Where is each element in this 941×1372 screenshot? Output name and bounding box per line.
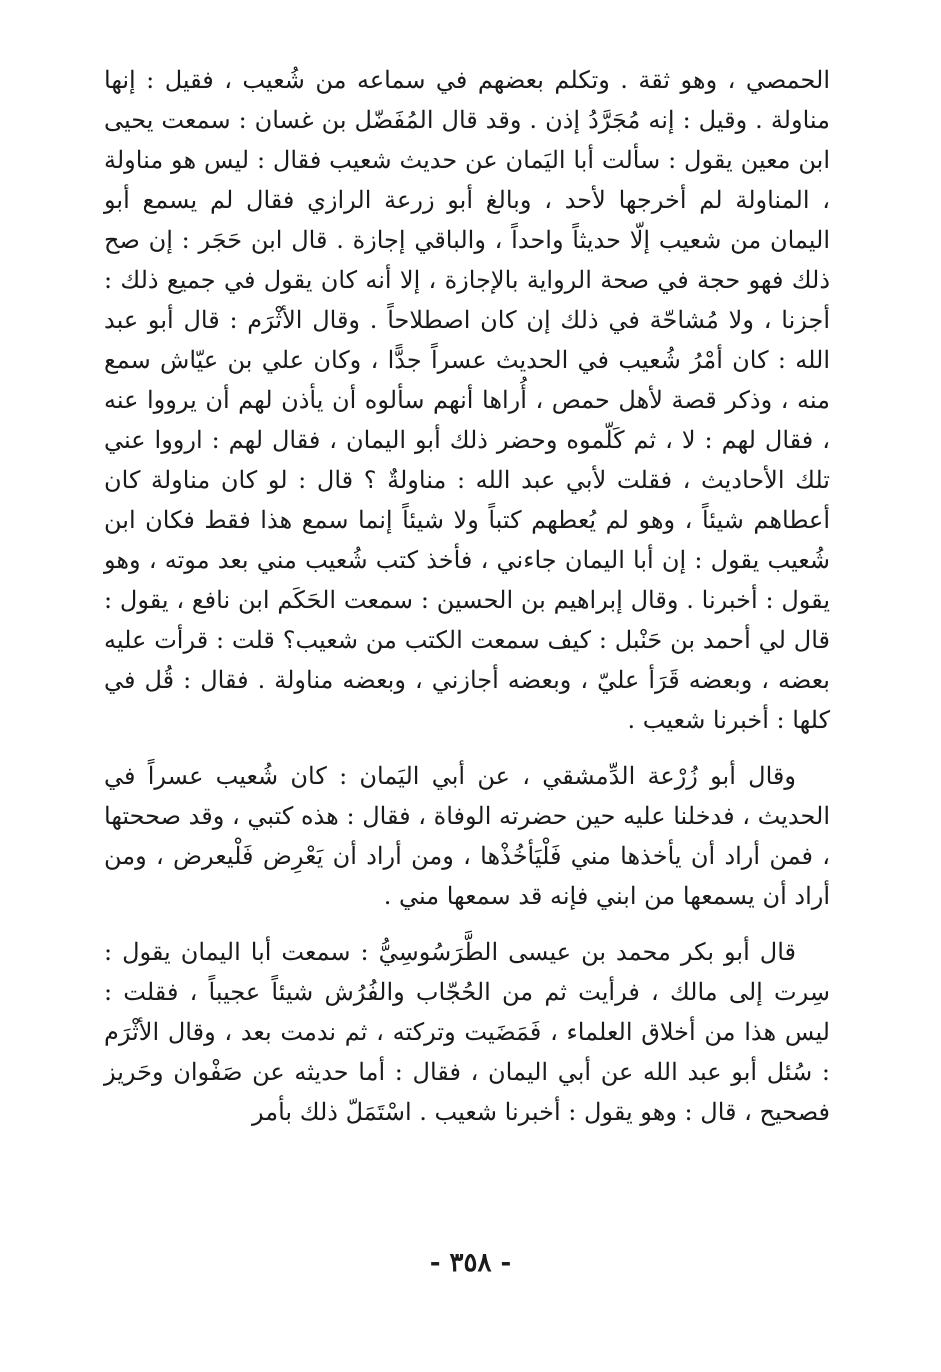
paragraph-3: قال أبو بكر محمد بن عيسى الطَّرَسُوسِيُّ : سمعت أبا اليمان يقول : سِرت إلى مالك ، فرأيت ثم من الحُجّاب والفُرُش شيئاً عجيباً ، فقلت : ليس هذا من أخلاق العلماء ، فَمَضَيت وتركته ، ثم ندمت بعد ، وقال الأثْرَم : سُئل أبو عبد الله عن أبي اليمان ، فقال : أما حديثه عن صَفْوان وحَريز فصحيح ، قال : وهو يقول : أخبرنا شعيب . اسْتَمَلّ ذلك بأمر [104, 938, 830, 1126]
paragraph-2: وقال أبو زُرْعة الدِّمشقي ، عن أبي اليَمان : كان شُعيب عسراً في الحديث ، فدخلنا عليه حين حضرته الوفاة ، فقال : هذه كتبي ، وقد صححتها ، فمن أراد أن يأخذها مني فَلْيَأخُذْها ، ومن أراد أن يَعْرِض فَلْيعرض ، ومن أراد أن يسمعها من ابني فإنه قد سمعها مني . [104, 762, 830, 910]
page-body [104, 60, 830, 1132]
paragraph-1: الحمصي ، وهو ثقة . وتكلم بعضهم في سماعه من شُعيب ، فقيل : إنها مناولة . وقيل : إنه مُجَرَّدُ إذن . وقد قال المُفَضّل بن غسان : سمعت يحيى ابن معين يقول : سألت أبا اليَمان عن حديث شعيب فقال : ليس هو مناولة ، المناولة لم أخرجها لأحد ، وبالغ أبو زرعة الرازي فقال لم يسمع أبو اليمان من شعيب إلّا حديثاً واحداً ، والباقي إجازة . قال ابن حَجَر : إن صح ذلك فهو حجة في صحة الرواية بالإجازة ، إلا أنه كان يقول في جميع ذلك : أجزنا ، ولا مُشاحّة في ذلك إن كان اصطلاحاً . وقال الأثْرَم : قال أبو عبد الله : كان أمْرُ شُعيب في الحديث عسراً جدًّا ، وكان علي بن عيّاش سمع منه ، وذكر قصة لأهل حمص ، أُراها أنهم سألوه أن يأذن لهم أن يرووا عنه ، فقال لهم : لا ، ثم كَلّموه وحضر ذلك أبو اليمان ، فقال لهم : ارووا عني تلك الأحاديث ، فقلت لأبي عبد الله : مناولةٌ ؟ قال : لو كان مناولة كان أعطاهم شيئاً ، وهو لم يُعطهم كتباً ولا شيئاً إنما سمع هذا فقط فكان ابن شُعيب يقول : إن أبا اليمان جاءني ، فأخذ كتب شُعيب مني بعد موته ، وهو يقول : أخبرنا . وقال إبراهيم بن الحسين : سمعت الحَكَم ابن نافع ، يقول : قال لي أحمد بن حَنْبل : كيف سمعت الكتب من شعيب؟ قلت : قرأت عليه بعضه ، وبعضه قَرَأ عليّ ، وبعضه أجازني ، وبعضه مناولة . فقال : قُل في كلها : أخبرنا شعيب . [104, 66, 830, 734]
page-number: - ٣٥٨ - [429, 1248, 512, 1278]
